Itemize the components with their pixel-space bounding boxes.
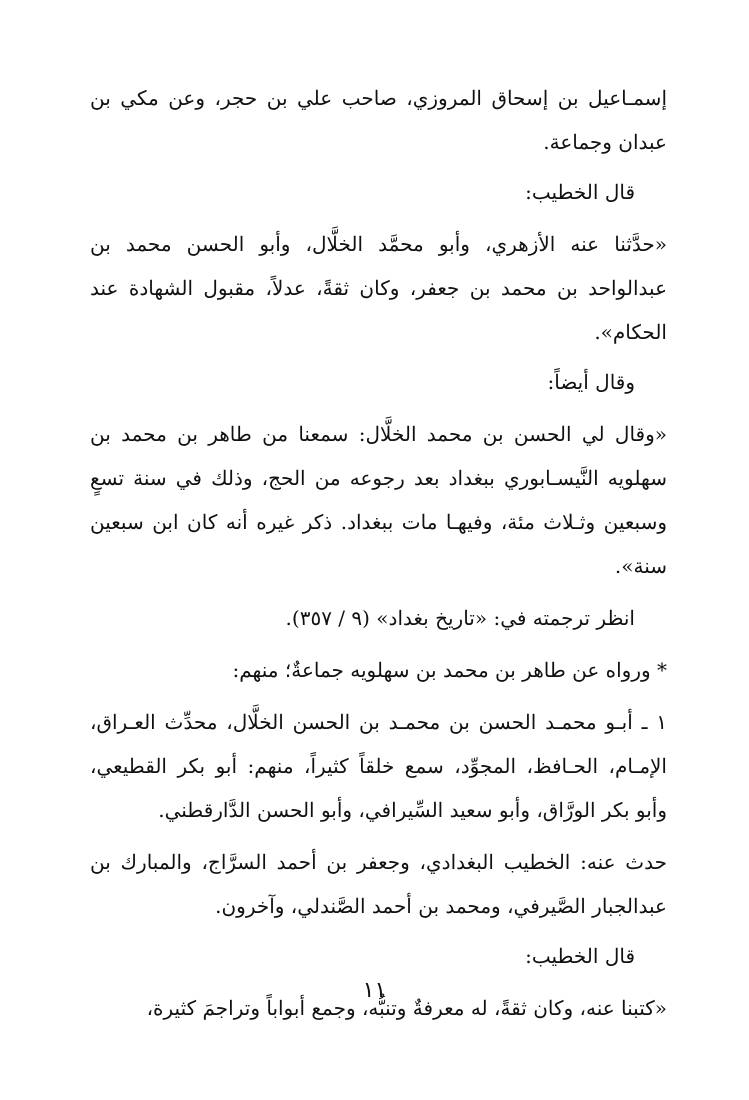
- paragraph-students: حدث عنه: الخطيب البغدادي، وجعفر بن أحمد السرَّاج، والمبارك بن عبدالجبار الصَّيرفي، ومحمد بن أحمد الصَّندلي، وآخرون.: [90, 850, 667, 918]
- heading-wa-qal-aydan: وقال أيضاً:: [547, 370, 635, 394]
- heading-qal-al-khatib-2: قال الخطيب:: [525, 944, 635, 968]
- paragraph-quote-azhari: «حدَّثنا عنه الأزهري، وأبو محمَّد الخلَّال، وأبو الحسن محمد بن عبدالواحد بن محمد بن جعفر، وكان ثقةً، عدلاً، مقبول الشهادة عند الحكام».: [90, 232, 667, 344]
- page-number: ١١: [362, 978, 387, 1003]
- paragraph-reference: انظر ترجمته في: «تاريخ بغداد» (٩ / ٣٥٧).: [285, 606, 635, 630]
- paragraph-quote-khallal: «وقال لي الحسن بن محمد الخلَّال: سمعنا من طاهر بن محمد بن سهلويه النَّيسـابوري ببغداد بعد رجوعه من الحج، وذلك في سنة تسعٍ وسبعين وثـلاث مئة، وفيهـا مات ببغداد. ذكر غيره أنه كان ابن سبعين سنة».: [90, 422, 667, 578]
- paragraph-narrator-1: ١ ـ أبـو محمـد الحسن بن محمـد بن الحسن الخلَّال، محدِّث العـراق، الإمـام، الحـافظ، المجوِّد، سمع خلقاً كثيراً، منهم: أبو بكر القطيعي، وأبو بكر الورَّاق، وأبو سعيد السِّيرافي، وأبو الحسن الدَّارقطني.: [90, 710, 667, 822]
- paragraph-intro: إسمـاعيل بن إسحاق المروزي، صاحب علي بن حجر، وعن مكي بن عبدان وجماعة.: [90, 86, 667, 154]
- paragraph-quote-final: «كتبنا عنه، وكان ثقةً، له معرفةٌ وتنبُّه، وجمع أبواباً وتراجمَ كثيرة،: [146, 996, 667, 1020]
- heading-qal-al-khatib: قال الخطيب:: [525, 180, 635, 204]
- paragraph-narrators-intro: * ورواه عن طاهر بن محمد بن سهلويه جماعةٌ؛ منهم:: [232, 658, 667, 682]
- body-text: [90, 76, 667, 1030]
